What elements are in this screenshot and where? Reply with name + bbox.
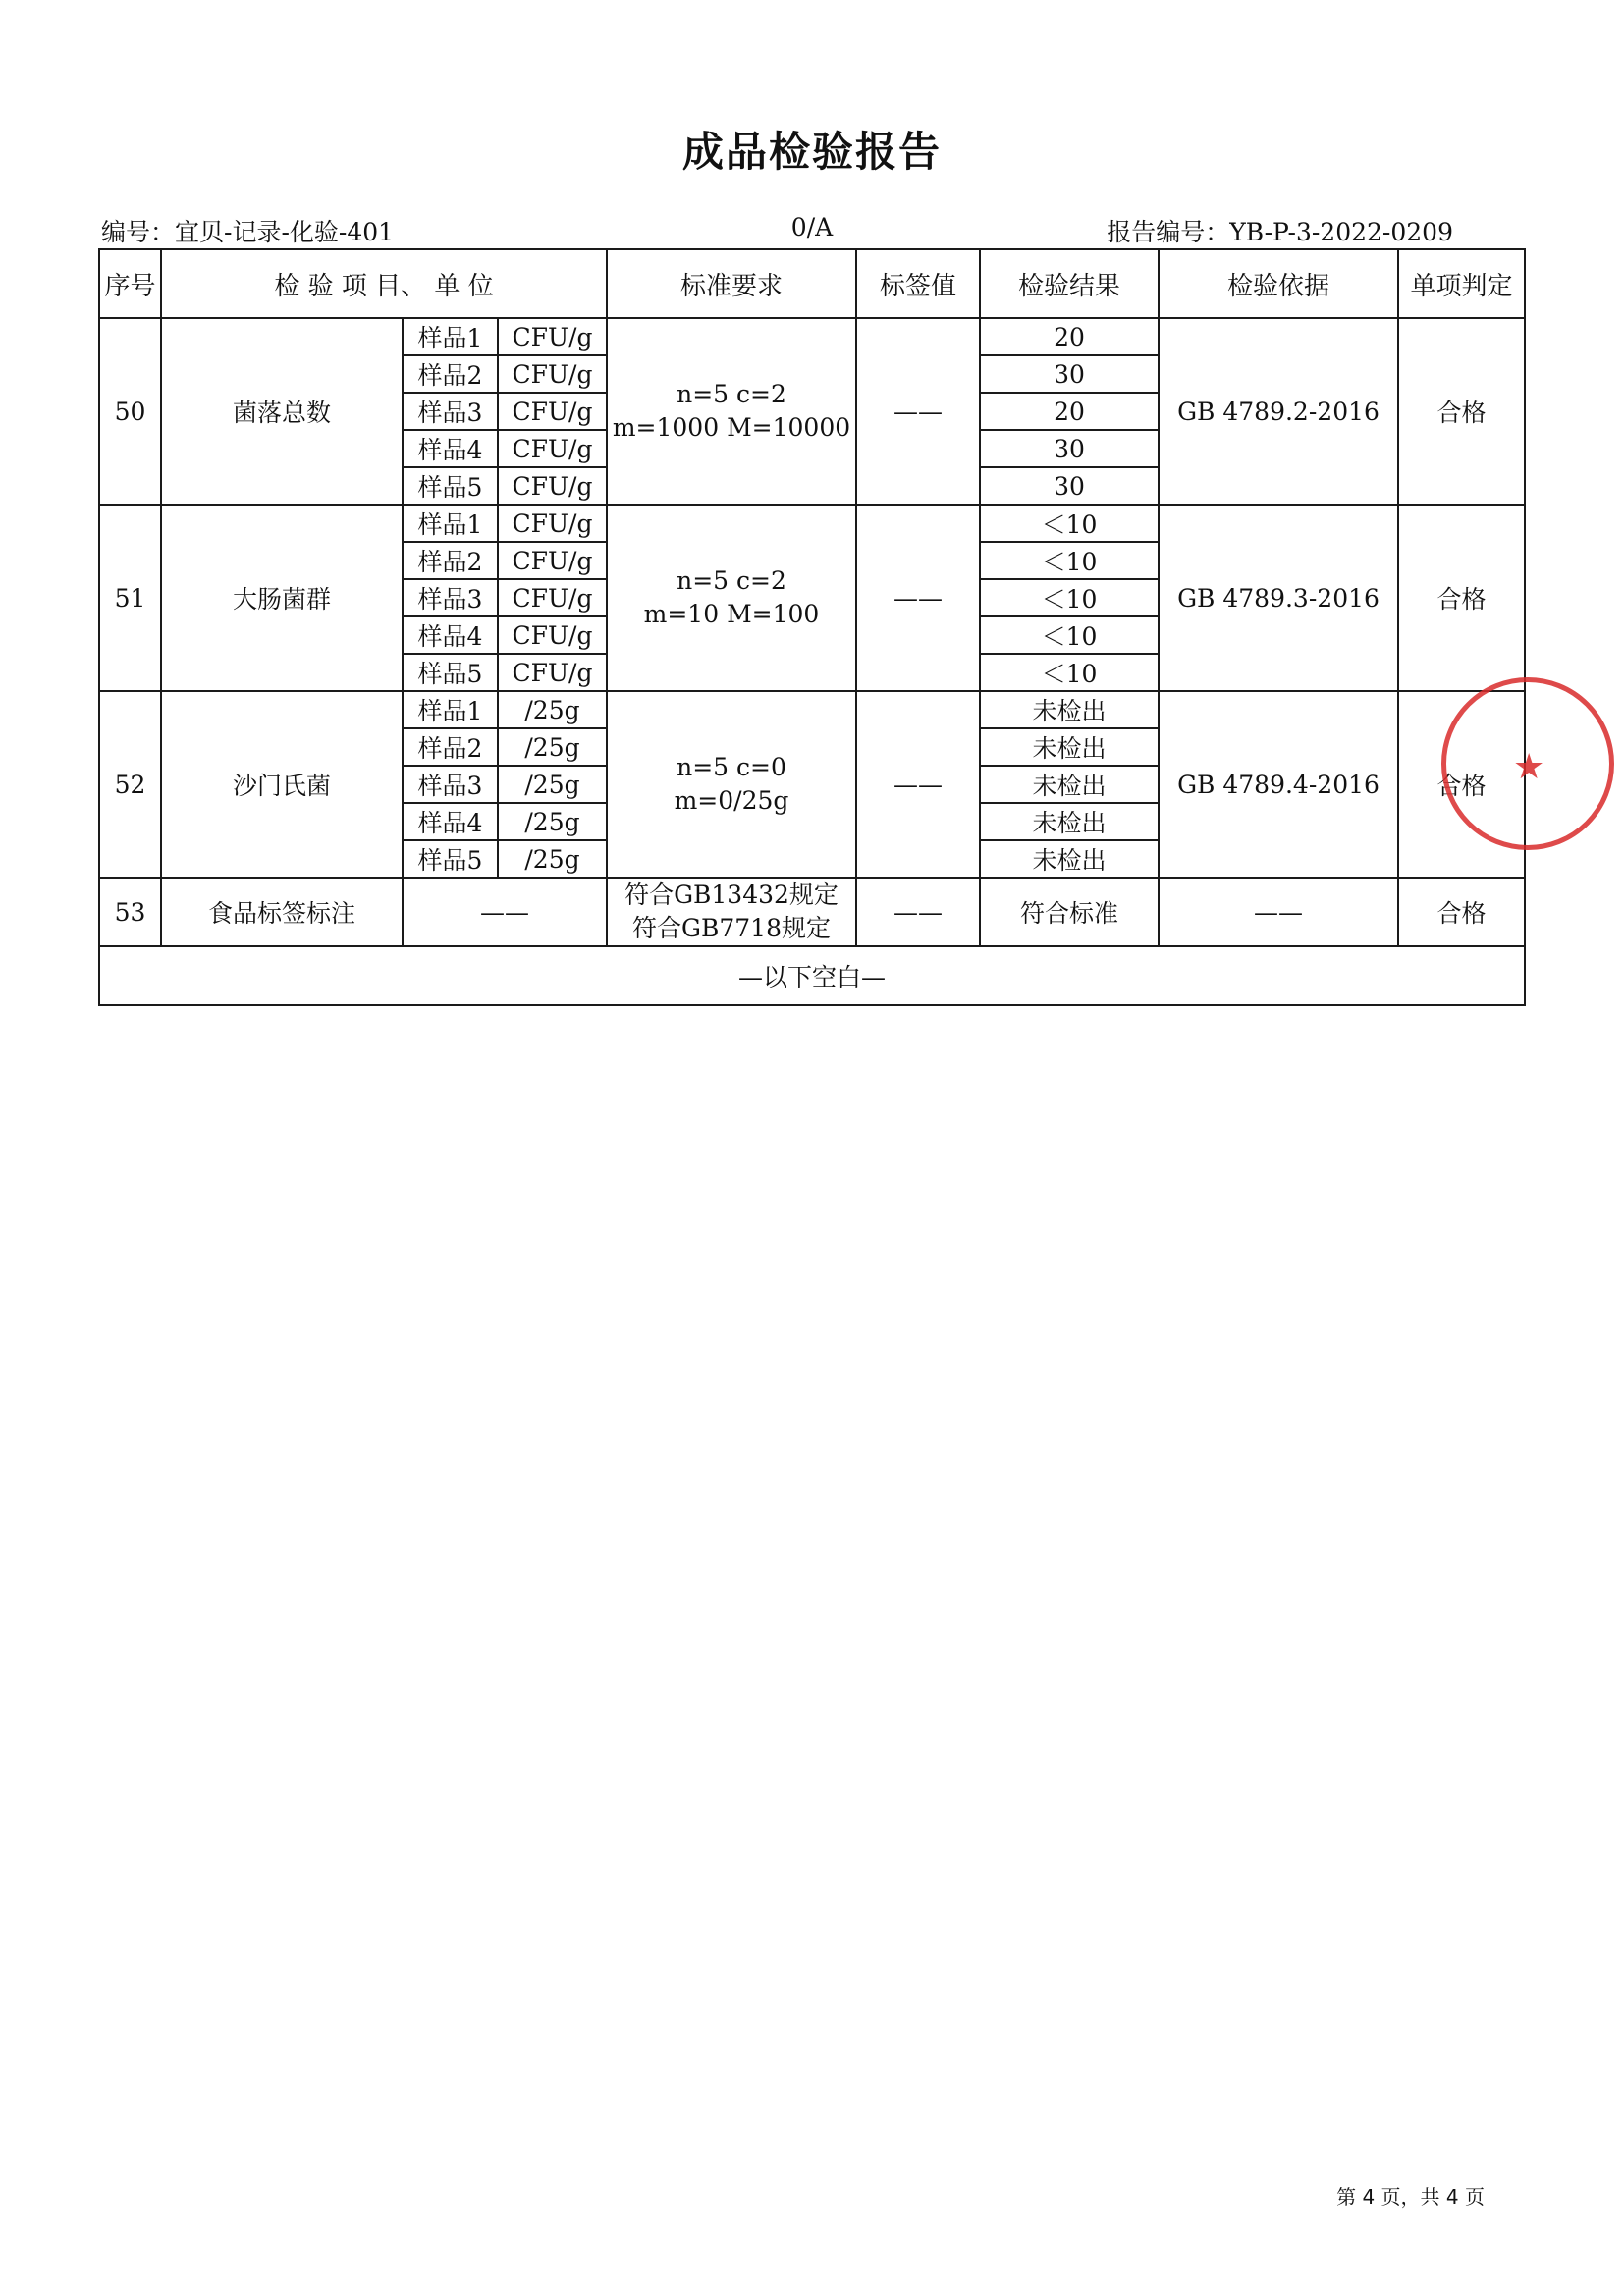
sample-name-cell: 样品4	[403, 430, 498, 467]
col-result: 检验结果	[980, 249, 1159, 318]
label-value-cell: ——	[856, 878, 980, 946]
standard-cell: n=5 c=2 m=1000 M=10000	[607, 318, 856, 505]
judgement-cell: 合格	[1398, 318, 1525, 505]
sample-name-cell: 样品2	[403, 728, 498, 766]
table-row	[99, 691, 1525, 728]
sample-name-cell: 样品3	[403, 766, 498, 803]
col-judgement: 单项判定	[1398, 249, 1525, 318]
seq-cell: 50	[99, 318, 161, 505]
result-cell: 符合标准	[980, 878, 1159, 946]
result-cell: ＜10	[980, 505, 1159, 542]
record-code: 编号：宜贝-记录-化验-401	[101, 218, 395, 246]
result-cell: 未检出	[980, 691, 1159, 728]
result-cell: 20	[980, 318, 1159, 355]
basis-cell: GB 4789.4-2016	[1159, 691, 1398, 878]
seq-cell: 51	[99, 505, 161, 691]
label-value-cell: ——	[856, 691, 980, 878]
table-row	[99, 318, 1525, 355]
sample-unit-cell: /25g	[498, 728, 607, 766]
result-cell: 未检出	[980, 803, 1159, 840]
company-seal	[1441, 677, 1614, 850]
seal-star-icon: ★	[1513, 747, 1545, 787]
unit-cell: ——	[403, 878, 607, 946]
result-cell: 30	[980, 355, 1159, 393]
col-label-value: 标签值	[856, 249, 980, 318]
end-note: —以下空白—	[99, 946, 1525, 1005]
sample-name-cell: 样品5	[403, 467, 498, 505]
table-row	[99, 505, 1525, 542]
sample-unit-cell: CFU/g	[498, 393, 607, 430]
sample-unit-cell: CFU/g	[498, 355, 607, 393]
sample-unit-cell: CFU/g	[498, 318, 607, 355]
sample-name-cell: 样品5	[403, 840, 498, 878]
inspection-table	[98, 248, 1526, 1006]
sample-name-cell: 样品3	[403, 393, 498, 430]
sample-unit-cell: /25g	[498, 691, 607, 728]
seq-cell: 52	[99, 691, 161, 878]
sample-unit-cell: /25g	[498, 766, 607, 803]
table-header-row	[99, 249, 1525, 318]
item-cell: 沙门氏菌	[161, 691, 403, 878]
judgement-cell: 合格	[1398, 505, 1525, 691]
sample-name-cell: 样品2	[403, 542, 498, 579]
sample-name-cell: 样品3	[403, 579, 498, 616]
seq-cell: 53	[99, 878, 161, 946]
sample-unit-cell: CFU/g	[498, 542, 607, 579]
col-seq: 序号	[99, 249, 161, 318]
col-item: 检 验 项 目、 单 位	[161, 249, 607, 318]
standard-cell: n=5 c=0 m=0/25g	[607, 691, 856, 878]
result-cell: 30	[980, 467, 1159, 505]
col-basis: 检验依据	[1159, 249, 1398, 318]
standard-cell: 符合GB13432规定 符合GB7718规定	[607, 878, 856, 946]
page-footer: 第 4 页，共 4 页	[1336, 2185, 1485, 2209]
sample-unit-cell: /25g	[498, 803, 607, 840]
basis-cell: GB 4789.2-2016	[1159, 318, 1398, 505]
label-value-cell: ——	[856, 318, 980, 505]
standard-cell: n=5 c=2 m=10 M=100	[607, 505, 856, 691]
sample-unit-cell: CFU/g	[498, 505, 607, 542]
result-cell: 未检出	[980, 766, 1159, 803]
sample-name-cell: 样品4	[403, 616, 498, 654]
judgement-cell: 合格	[1398, 878, 1525, 946]
result-cell: ＜10	[980, 654, 1159, 691]
result-cell: 未检出	[980, 728, 1159, 766]
sample-unit-cell: /25g	[498, 840, 607, 878]
col-standard: 标准要求	[607, 249, 856, 318]
report-number: 报告编号：YB-P-3-2022-0209	[1107, 218, 1453, 246]
sample-name-cell: 样品1	[403, 691, 498, 728]
label-value-cell: ——	[856, 505, 980, 691]
item-cell: 大肠菌群	[161, 505, 403, 691]
result-cell: 未检出	[980, 840, 1159, 878]
result-cell: ＜10	[980, 542, 1159, 579]
sample-unit-cell: CFU/g	[498, 616, 607, 654]
basis-cell: ——	[1159, 878, 1398, 946]
result-cell: ＜10	[980, 616, 1159, 654]
sample-name-cell: 样品2	[403, 355, 498, 393]
sample-name-cell: 样品1	[403, 318, 498, 355]
item-cell: 食品标签标注	[161, 878, 403, 946]
sample-unit-cell: CFU/g	[498, 579, 607, 616]
version-label: 0/A	[790, 213, 834, 241]
judgement-cell: 合格	[1398, 691, 1525, 878]
sample-name-cell: 样品1	[403, 505, 498, 542]
end-note-row	[99, 946, 1525, 1005]
sample-unit-cell: CFU/g	[498, 467, 607, 505]
sample-name-cell: 样品4	[403, 803, 498, 840]
result-cell: ＜10	[980, 579, 1159, 616]
sample-unit-cell: CFU/g	[498, 654, 607, 691]
table-row	[99, 878, 1525, 946]
result-cell: 30	[980, 430, 1159, 467]
result-cell: 20	[980, 393, 1159, 430]
sample-unit-cell: CFU/g	[498, 430, 607, 467]
basis-cell: GB 4789.3-2016	[1159, 505, 1398, 691]
report-title: 成品检验报告	[681, 128, 942, 176]
item-cell: 菌落总数	[161, 318, 403, 505]
sample-name-cell: 样品5	[403, 654, 498, 691]
